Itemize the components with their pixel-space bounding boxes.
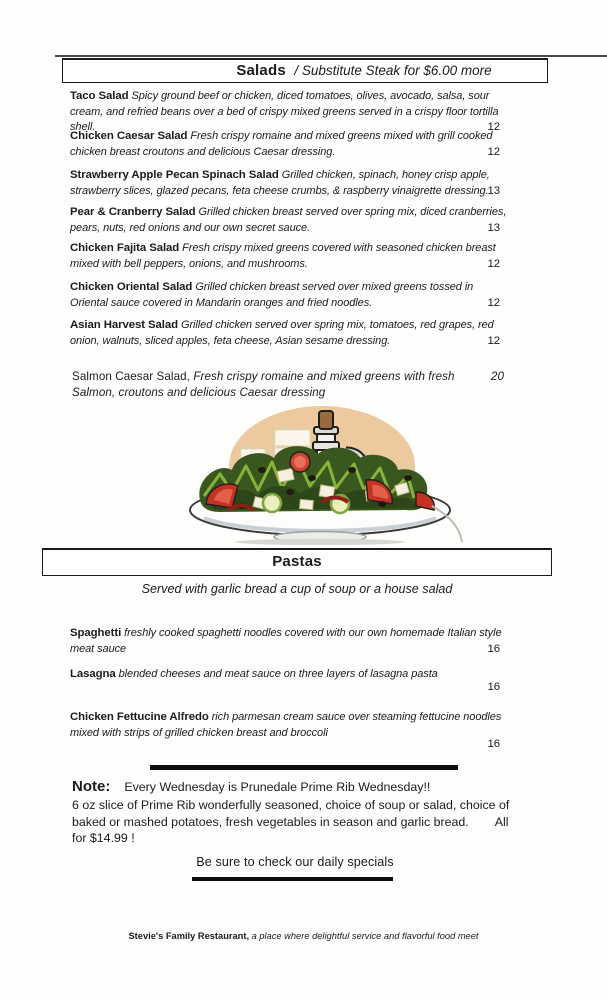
note-body-text: 6 oz slice of Prime Rib wonderfully seasoned, choice of soup or salad, choice of baked or mashed potatoes, fresh vegetables in season and garlic bread. <box>72 798 510 829</box>
note-headline <box>72 779 512 795</box>
item-price: 16 <box>487 643 500 655</box>
item-description: Grilled chicken breast served over spring mix, diced cranberries, pears, nuts, red onions and our own secret sauce. <box>70 206 507 234</box>
item-description: freshly cooked spaghetti noodles covered with our own homemade Italian style meat sauce <box>70 627 502 655</box>
divider-bar-top <box>150 765 458 770</box>
item-description: Fresh crispy mixed greens covered with seasoned chicken breast mixed with bell peppers, onions, and mushrooms. <box>70 242 496 270</box>
menu-item-salmon-caesar <box>72 369 504 401</box>
daily-specials-text: Be sure to check our daily specials <box>196 855 394 869</box>
item-name: Chicken Oriental Salad <box>70 281 193 293</box>
item-price: 16 <box>487 738 500 750</box>
item-name: Pear & Cranberry Salad <box>70 206 196 218</box>
item-price: 12 <box>487 257 500 270</box>
item-description: Fresh crispy romaine and mixed greens with fresh Salmon, croutons and delicious Caesar dressing <box>72 370 455 399</box>
item-price: 20 <box>490 370 504 383</box>
note-label: Note: <box>72 778 111 795</box>
item-description: Spicy ground beef or chicken, diced tomatoes, olives, avocado, salsa, sour cream, and refried beans over a bed of crispy mixed greens served in a crispy floor tortilla shell. <box>70 90 499 134</box>
menu-item <box>70 626 512 657</box>
menu-item <box>70 710 512 750</box>
item-description: Grilled chicken, spinach, honey crisp apple, strawberry slices, glazed pecans, feta cheese crumbs, & raspberry vinaigrette dressing. <box>70 169 490 197</box>
item-name: Lasagna <box>70 668 116 680</box>
item-name: Chicken Fettucine Alfredo <box>70 711 209 723</box>
restaurant-name: Stevie's Family Restaurant, <box>128 931 250 941</box>
menu-item <box>70 205 512 236</box>
top-horizontal-rule <box>55 55 607 57</box>
salad-plate-illustration <box>170 400 470 545</box>
salads-title: Salads <box>236 62 286 79</box>
note-headline-text: Every Wednesday is Prunedale Prime Rib Wednesday!! <box>124 780 431 794</box>
footer <box>0 931 607 941</box>
item-name: Spaghetti <box>70 627 122 639</box>
item-price: 13 <box>487 221 500 234</box>
note-body <box>72 797 512 846</box>
item-price: 16 <box>487 681 500 693</box>
item-price: 12 <box>487 296 500 309</box>
menu-item <box>70 241 512 272</box>
pastas-title: Pastas <box>272 553 322 570</box>
menu-item <box>70 280 512 311</box>
item-description: Grilled chicken served over spring mix, tomatoes, red grapes, red onion, walnuts, sliced apples, feta cheese, Asian sesame dressing. <box>70 319 494 347</box>
item-name: Chicken Fajita Salad <box>70 242 180 254</box>
item-description: blended cheeses and meat sauce on three layers of lasagna pasta <box>118 668 438 680</box>
note-section <box>72 779 512 846</box>
menu-item <box>70 129 512 160</box>
salads-section-header <box>62 58 548 83</box>
item-description: Grilled chicken breast served over mixed greens tossed in Oriental sauce covered in Mandarin oranges and fried noodles. <box>70 281 474 309</box>
salads-subtitle: / Substitute Steak for $6.00 more <box>294 63 492 78</box>
note-price-line: All for $14.99 ! <box>72 814 509 845</box>
pastas-section-header <box>42 548 552 576</box>
item-description: Fresh crispy romaine and mixed greens mixed with grill cooked chicken breast croutons and delicious Caesar dressing. <box>70 130 493 158</box>
item-price: 12 <box>487 334 500 347</box>
pastas-subtitle: Served with garlic bread a cup of soup or a house salad <box>141 582 453 596</box>
menu-item <box>70 168 512 199</box>
item-price: 13 <box>487 184 500 197</box>
item-name: Chicken Caesar Salad <box>70 130 188 142</box>
item-price: 12 <box>487 121 500 134</box>
item-name: Asian Harvest Salad <box>70 319 179 331</box>
item-name: Salmon Caesar Salad, <box>72 370 190 383</box>
item-price: 12 <box>487 145 500 158</box>
item-name: Strawberry Apple Pecan Spinach Salad <box>70 169 279 181</box>
menu-item <box>70 318 512 349</box>
menu-item <box>70 667 512 693</box>
item-description: rich parmesan cream sauce over steaming fettucine noodles mixed with strips of grilled chicken breast and broccoli <box>70 711 502 739</box>
item-name: Taco Salad <box>70 90 129 102</box>
restaurant-tagline: a place where delightful service and flavorful food meet <box>249 931 479 941</box>
divider-bar-bottom <box>192 877 393 881</box>
